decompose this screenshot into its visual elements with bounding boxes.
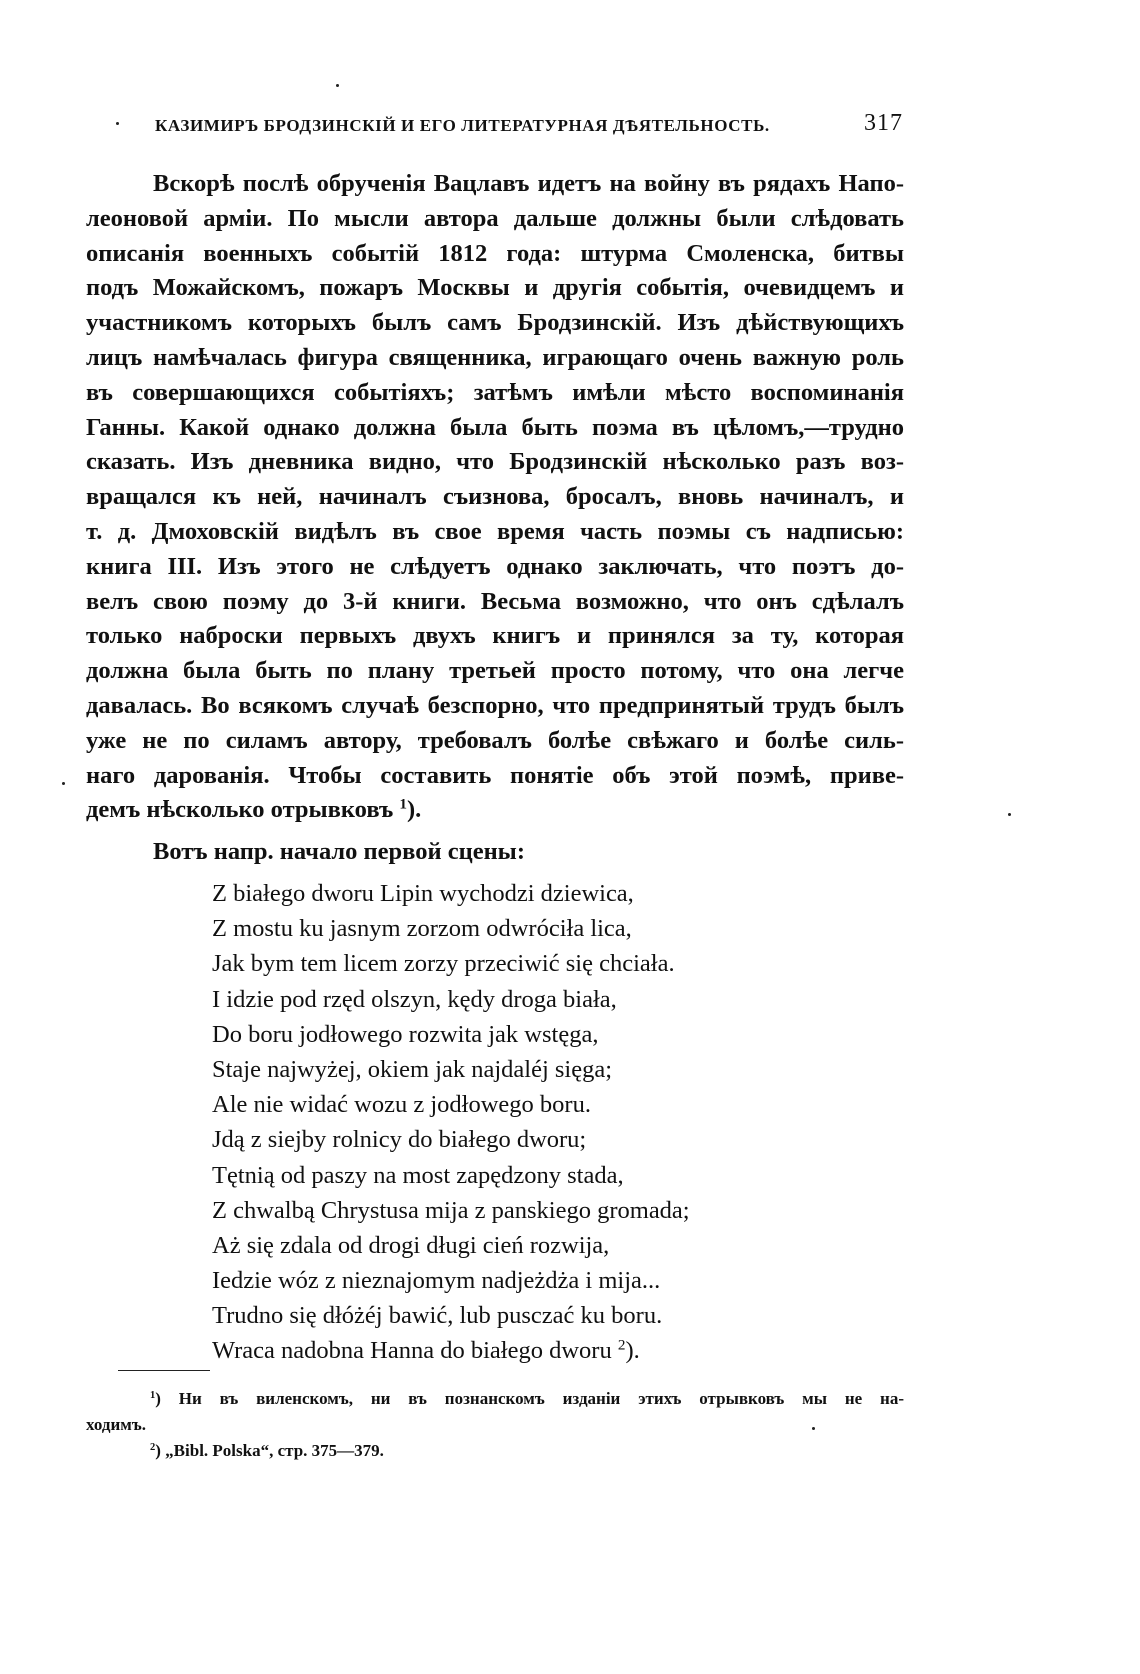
running-head [155,110,903,140]
footnote-divider [118,1370,210,1371]
paragraph-line: подъ Можайскомъ, пожаръ Москвы и другія событія, очевидцемъ и [86,274,904,302]
paragraph-line: лицъ намѣчалась фигура священника, играющаго очень важную роль [86,343,904,371]
verse-line: Ale nie widać wozu z jodłowego boru. [212,1091,591,1119]
verse-line: Jak bym tem licem zorzy przeciwić się chciała. [212,950,675,978]
paragraph-line: велъ свою поэму до 3-й книги. Весьма возможно, что онъ сдѣлалъ [86,587,904,615]
paragraph-last-line [86,793,904,828]
footnote-ref-2: 2 [617,1337,626,1355]
running-title: КАЗИМИРЪ БРОДЗИНСКІЙ И ЕГО ЛИТЕРАТУРНАЯ ДѢЯТЕЛЬНОСТЬ. [155,116,770,135]
verse-line: Z białego dworu Lipin wychodzi dziewica, [212,880,634,907]
paragraph-line: т. д. Дмоховскій видѣлъ въ свое время часть поэмы съ надписью: [86,517,904,545]
footnotes [86,1386,904,1464]
paragraph-line: давалась. Во всякомъ случаѣ безспорно, что предпринятый трудъ былъ [86,691,904,719]
verse-line: Z mostu ku jasnym zorzom odwróciła lica, [212,915,632,943]
scan-speck [116,122,119,125]
footnote-1-continuation: ходимъ. [86,1415,146,1434]
verse-line: Do boru jodłowego rozwita jak wstęga, [212,1020,599,1048]
paragraph-line: леоновой арміи. По мысли автора дальше должны были слѣдовать [86,204,904,232]
paragraph-line: книга III. Изъ этого не слѣдуетъ однако заключать, что поэтъ до- [86,552,904,580]
paragraph-line: вращался къ ней, начиналъ съизнова, бросалъ, вновь начиналъ, и [86,483,904,511]
verse-line-text: Wraca nadobna Hanna do białego dworu [212,1337,612,1365]
verse-intro: Вотъ напр. начало первой сцены: [153,838,525,865]
verse-line: Staje najwyżej, okiem jak najdaléj sięga; [212,1055,613,1083]
footnote-1-text: ) Ни въ виленскомъ, ни въ познанскомъ изданіи этихъ отрывковъ мы не на- [155,1389,904,1408]
paragraph-line: уже не по силамъ автору, требовалъ болѣе свѣжаго и болѣе силь- [86,726,904,754]
main-paragraph [86,167,904,828]
footnote-2 [86,1438,904,1464]
paragraph-line: въ совершающихся событіяхъ; затѣмъ имѣли мѣсто воспоминанія [86,378,904,406]
scan-speck [62,782,65,785]
footnote-1-marker: 1 [150,1390,156,1402]
scan-speck [812,1427,815,1430]
verse-line: Z chwalbą Chrystusa mija z panskiego gromada; [212,1196,690,1224]
footnote-1 [86,1386,904,1412]
verse-line: Tętnią od paszy na most zapędzony stada, [212,1161,624,1189]
verse-line: Trudno się dłóżéj bawić, lub pusczać ku boru. [212,1302,663,1330]
verse-line: Jdą z siejby rolnicy do białego dworu; [212,1126,587,1154]
paragraph-line: Ганны. Какой однако должна была быть поэма въ цѣломъ,—трудно [86,413,904,441]
paragraph-line: наго дарованія. Чтобы составить понятіе объ этой поэмѣ, приве- [86,761,904,789]
paragraph-closing: ). [406,796,422,824]
footnote-ref-1: 1 [399,796,407,813]
paragraph-line: описанія военныхъ событій 1812 года: штурма Смоленска, битвы [86,239,904,267]
verse-line: Aż się zdala od drogi długi cień rozwija, [212,1231,610,1259]
scan-speck [336,84,339,87]
paragraph-line: сказать. Изъ дневника видно, что Бродзинскій нѣсколько разъ воз- [86,448,904,476]
paragraph-line: участникомъ которыхъ былъ самъ Бродзинскій. Изъ дѣйствующихъ [86,309,904,337]
paragraph-line: Вскорѣ послѣ обрученія Вацлавъ идетъ на войну въ рядахъ Напо- [153,170,904,197]
paragraph-line: должна была быть по плану третьей просто потому, что она легче [86,657,904,685]
verse-closing: ). [625,1337,640,1365]
scan-speck [1008,813,1011,816]
verse-last-line [212,1333,912,1368]
verse-line: I idzie pod rzęd olszyn, kędy droga biała, [212,985,617,1013]
footnote-2-text: ) „Bibl. Polska“, стр. 375—379. [155,1441,384,1460]
verse-block [212,876,912,1369]
footnote-2-marker: 2 [150,1442,156,1454]
verse-line: Iedzie wóz z nieznajomym nadjeżdża i mija... [212,1267,661,1295]
page-number: 317 [864,110,903,136]
paragraph-line: только наброски первыхъ двухъ книгъ и принялся за ту, которая [86,622,904,650]
paragraph-line-text: демъ нѣсколько отрывковъ [86,796,394,824]
